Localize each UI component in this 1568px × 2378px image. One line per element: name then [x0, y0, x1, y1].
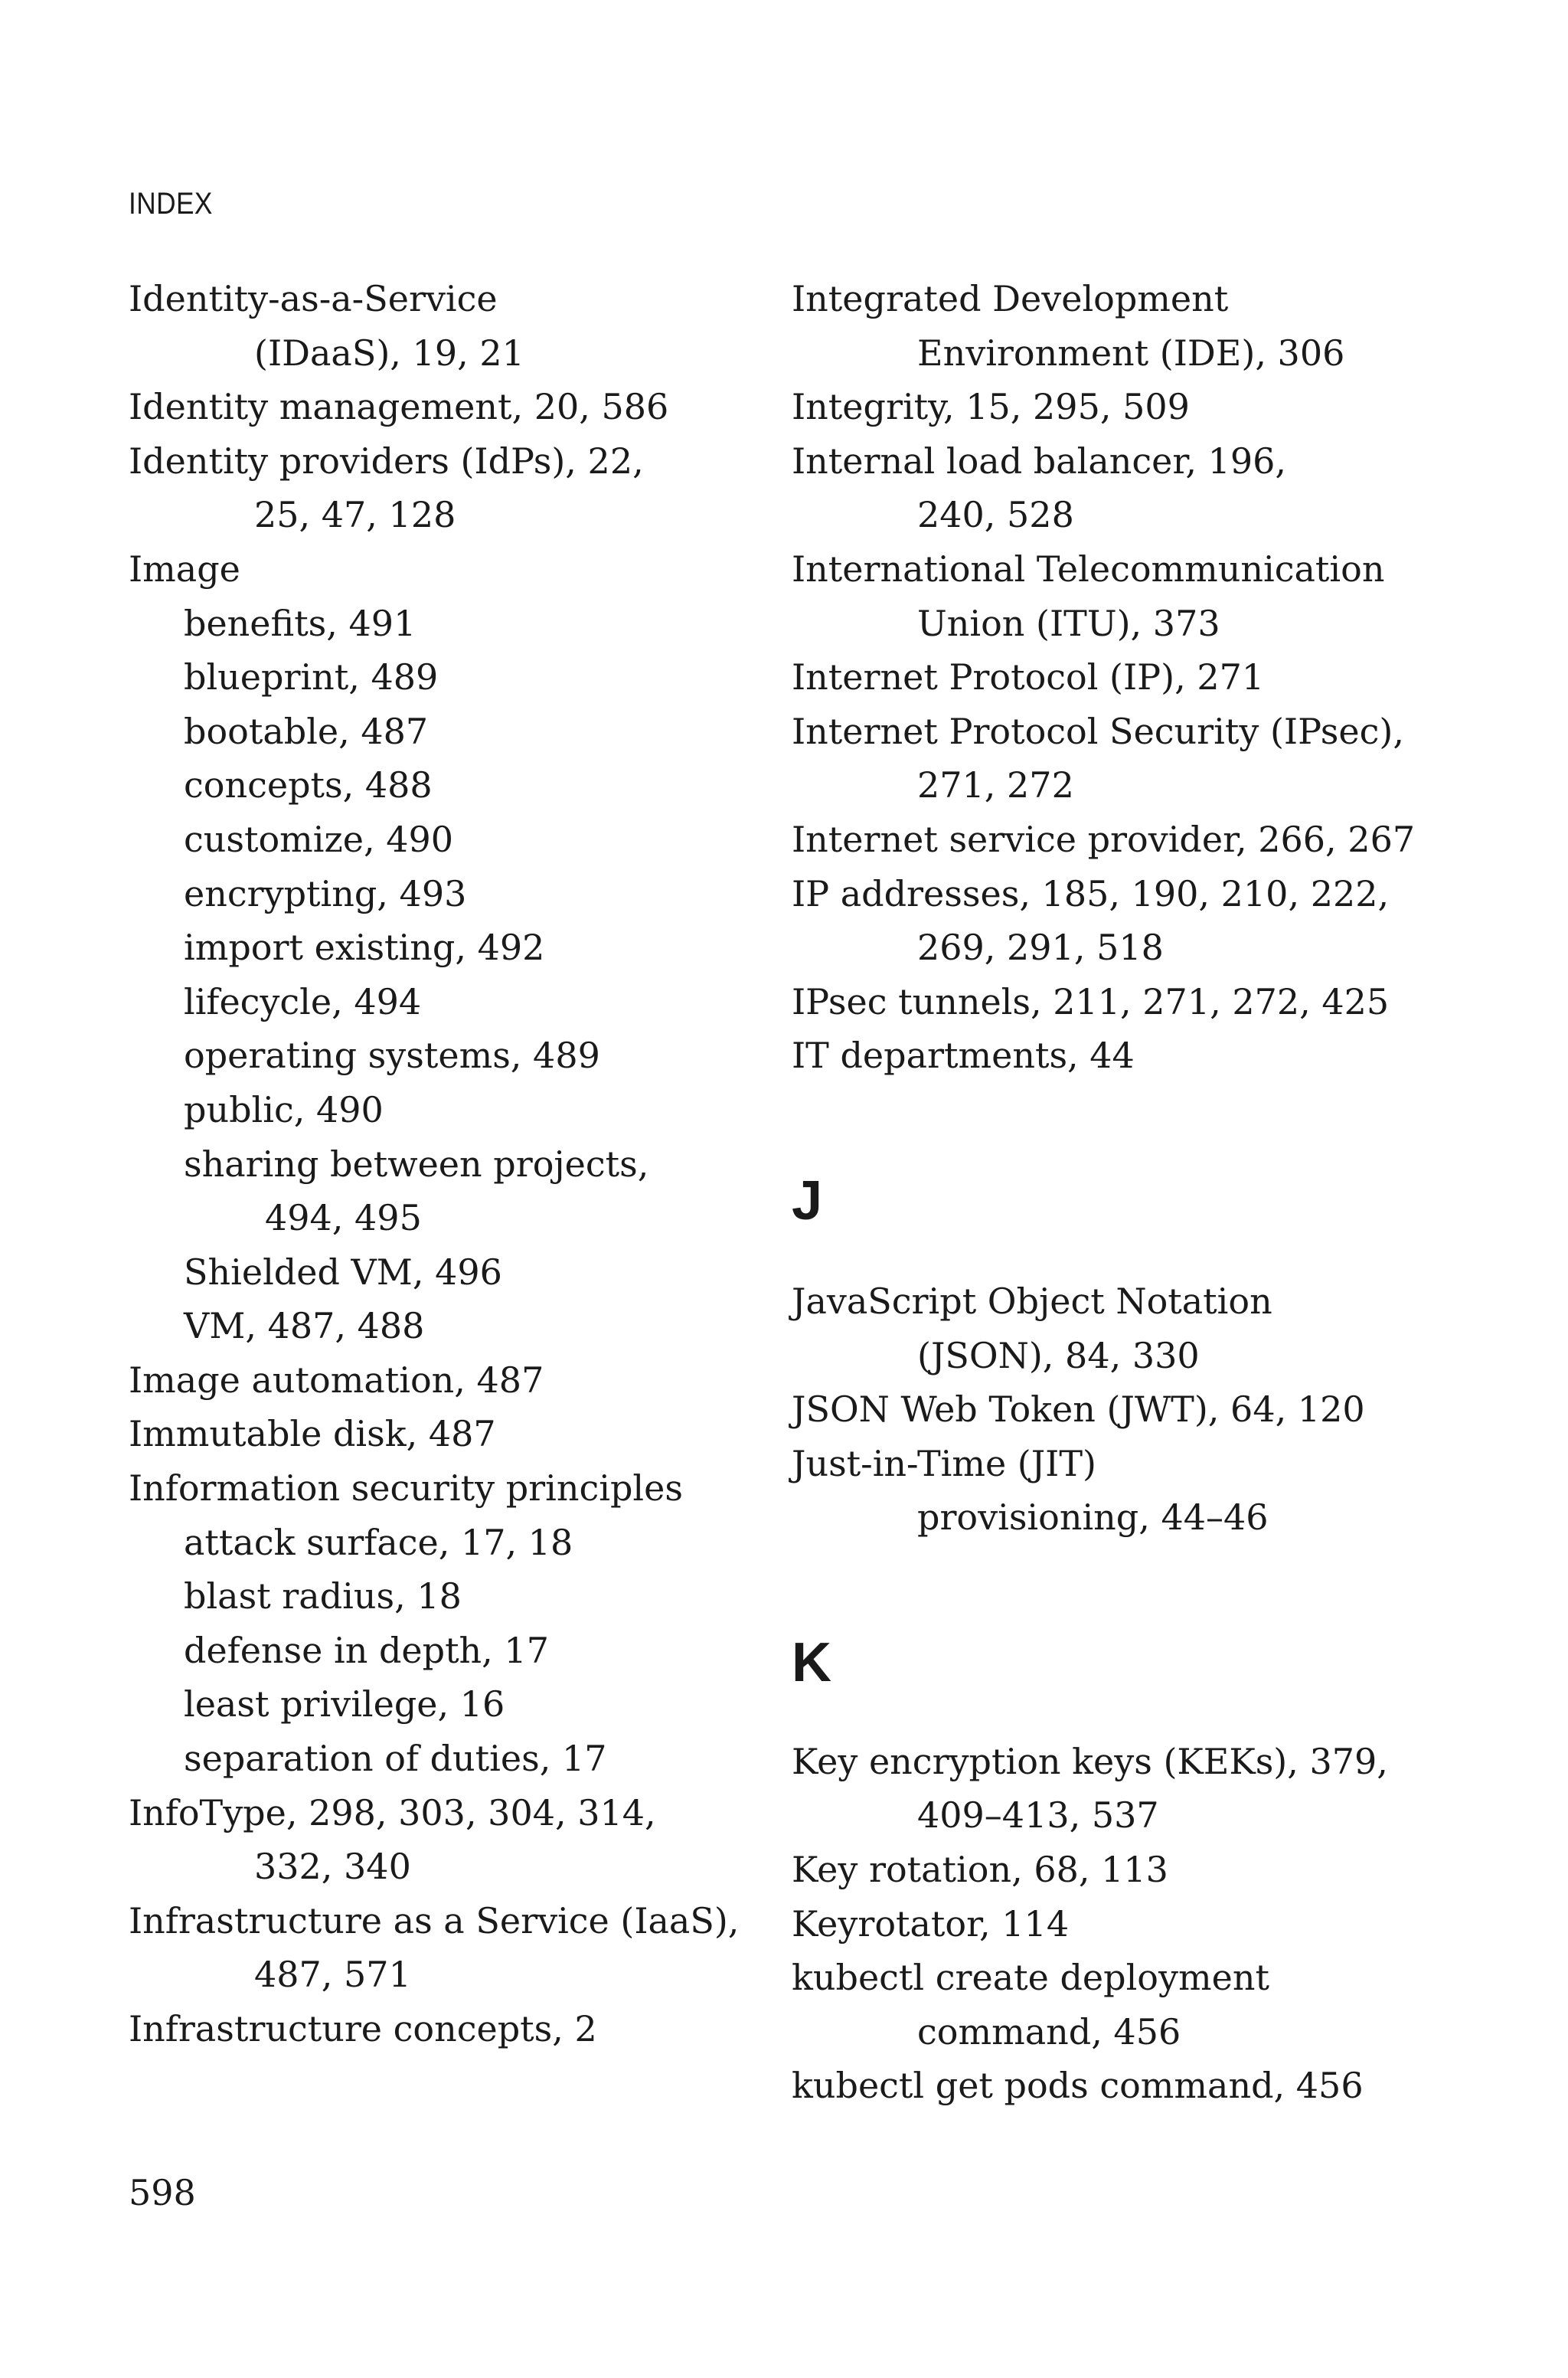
index-entry-continuation: 409–413, 537 [917, 1794, 1159, 1837]
index-entry-continuation: 494, 495 [265, 1197, 422, 1239]
index-entry-continuation: 25, 47, 128 [254, 494, 456, 536]
index-entry-list [129, 272, 787, 2056]
index-subentry: lifecycle, 494 [184, 980, 422, 1022]
index-entry: Keyrotator, 114 [792, 1902, 1070, 1945]
index-entry-continuation: 271, 272 [917, 764, 1074, 806]
index-entry: Identity providers (IdPs), 22, [129, 440, 644, 482]
index-entry: IT departments, 44 [792, 1035, 1135, 1077]
index-entry: Key encryption keys (KEKs), 379, [792, 1740, 1388, 1782]
index-entry-continuation: 269, 291, 518 [917, 927, 1164, 969]
index-entry: kubectl create deployment [792, 1957, 1269, 1999]
index-entry: kubectl get pods command, 456 [792, 2065, 1364, 2107]
index-entry: Identity-as-a-Service [129, 278, 498, 319]
index-entry-list-k [792, 1735, 1481, 2113]
index-entry: Internet Protocol (IP), 271 [792, 656, 1265, 698]
index-subentry: encrypting, 493 [184, 872, 467, 914]
section-heading-j: J [792, 1169, 823, 1232]
index-entry: Identity management, 20, 586 [129, 386, 669, 428]
index-entry-continuation: 240, 528 [917, 494, 1074, 536]
index-entry-continuation: 487, 571 [254, 1954, 411, 1996]
index-entry: Immutable disk, 487 [129, 1413, 496, 1455]
index-subentry: least privilege, 16 [184, 1683, 505, 1725]
index-subentry: customize, 490 [184, 818, 454, 860]
index-entry: IPsec tunnels, 211, 271, 272, 425 [792, 980, 1390, 1022]
index-entry: JSON Web Token (JWT), 64, 120 [792, 1389, 1365, 1431]
index-entry: Internet service provider, 266, 267 [792, 818, 1416, 860]
index-subentry: operating systems, 489 [184, 1035, 600, 1077]
index-entry-continuation: provisioning, 44–46 [917, 1496, 1269, 1539]
index-subentry: blast radius, 18 [184, 1575, 462, 1617]
index-entry: Internet Protocol Security (IPsec), [792, 710, 1404, 752]
section-heading-k: K [792, 1631, 831, 1693]
right-column [792, 272, 1481, 2113]
index-entry: Internal load balancer, 196, [792, 440, 1286, 482]
index-entry: IP addresses, 185, 190, 210, 222, [792, 872, 1390, 914]
index-entry-list-i [792, 272, 1481, 1083]
index-subentry: bootable, 487 [184, 710, 429, 752]
index-entry: InfoType, 298, 303, 304, 314, [129, 1791, 656, 1833]
index-subentry: blueprint, 489 [184, 656, 439, 698]
running-head: INDEX [129, 187, 213, 221]
index-entry-continuation: Union (ITU), 373 [917, 602, 1220, 644]
index-subentry: benefits, 491 [184, 602, 416, 644]
index-entry: Key rotation, 68, 113 [792, 1849, 1168, 1891]
index-entry: JavaScript Object Notation [792, 1280, 1272, 1322]
index-entry-continuation: (JSON), 84, 330 [917, 1334, 1200, 1376]
index-entry: Infrastructure concepts, 2 [129, 2008, 597, 2049]
index-entry: Infrastructure as a Service (IaaS), [129, 1899, 740, 1941]
index-subentry: import existing, 492 [184, 927, 545, 969]
index-subentry: defense in depth, 17 [184, 1629, 549, 1671]
index-subentry: VM, 487, 488 [184, 1305, 425, 1347]
index-entry-continuation: 332, 340 [254, 1846, 411, 1888]
index-subentry: sharing between projects, [184, 1143, 649, 1185]
index-subentry: Shielded VM, 496 [184, 1251, 502, 1293]
index-entry: Information security principles [129, 1467, 683, 1510]
index-entry: Image automation, 487 [129, 1359, 544, 1401]
index-subentry: attack surface, 17, 18 [184, 1521, 573, 1563]
left-column [129, 272, 787, 2056]
index-subentry: public, 490 [184, 1088, 384, 1130]
index-entry: Integrity, 15, 295, 509 [792, 386, 1190, 428]
index-entry: Just-in-Time (JIT) [792, 1442, 1096, 1484]
index-entry: Image [129, 548, 240, 590]
index-entry-list-j [792, 1274, 1481, 1545]
index-entry: Integrated Development [792, 278, 1229, 319]
index-subentry: separation of duties, 17 [184, 1738, 607, 1780]
index-entry: International Telecommunication [792, 548, 1385, 590]
index-entry-continuation: Environment (IDE), 306 [917, 332, 1345, 374]
index-entry-continuation: command, 456 [917, 2010, 1181, 2053]
index-entry-continuation: (IDaaS), 19, 21 [254, 332, 524, 374]
page-number: 598 [129, 2172, 196, 2213]
index-subentry: concepts, 488 [184, 764, 433, 806]
